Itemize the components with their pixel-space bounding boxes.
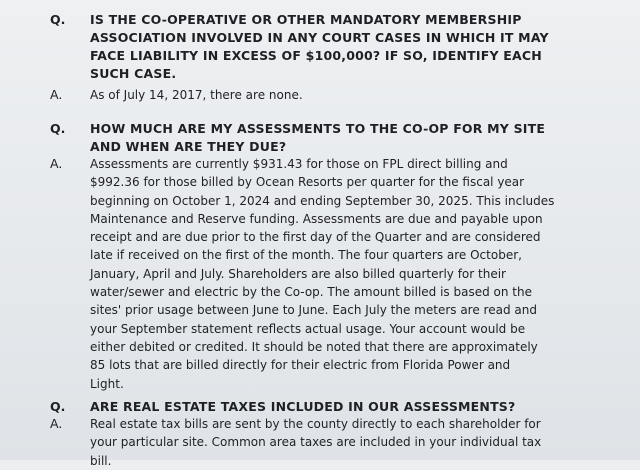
answer-text: Real estate tax bills are sent by the county directly to each shareholder for your particular site. Common area taxes are included in your individual tax bill.	[90, 417, 542, 468]
question-text: HOW MUCH ARE MY ASSESSMENTS TO THE CO-OP FOR MY SITE AND WHEN ARE THEY DUE?	[90, 121, 546, 154]
question-text: ARE REAL ESTATE TAXES INCLUDED IN OUR ASSESSMENTS?	[90, 399, 516, 414]
answer-text: As of July 14, 2017, there are none.	[90, 88, 303, 102]
answer-tag: A.	[50, 156, 63, 171]
question-text: IS THE CO-OPERATIVE OR OTHER MANDATORY MEMBERSHIP ASSOCIATION INVOLVED IN ANY COURT CASES IN WHICH IT MAY FACE LIABILITY IN EXCESS OF $100,000? IF SO, IDENTIFY EACH SUCH CASE.	[90, 12, 549, 81]
question-tag: Q.	[50, 121, 66, 136]
question-tag: Q.	[50, 399, 66, 414]
answer-tag: A.	[50, 416, 63, 431]
answer-text: Assessments are currently $931.43 for those on FPL direct billing and $992.36 for those billed by Ocean Resorts per quarter for the fiscal year beginning on October 1, 2024 and ending September 30, 2025. This includes Maintenance and Reserve funding. Assessments are due and payable upon receipt and are due prior to the first day of the Quarter and are considered late if received on the first of the month. The four quarters are October, January, April and July. Shareholders are also billed quarterly for their water/sewer and electric by the Co-op. The amount billed is based on the sites' prior usage between June to June. Each July the meters are read and your September statement reflects actual usage. Your account would be either debited or credited. It should be noted that there are approximately 85 lots that are billed directly for their electric from Florida Power and Light.	[90, 157, 555, 391]
question-tag: Q.	[50, 12, 66, 27]
answer-tag: A.	[50, 87, 63, 102]
